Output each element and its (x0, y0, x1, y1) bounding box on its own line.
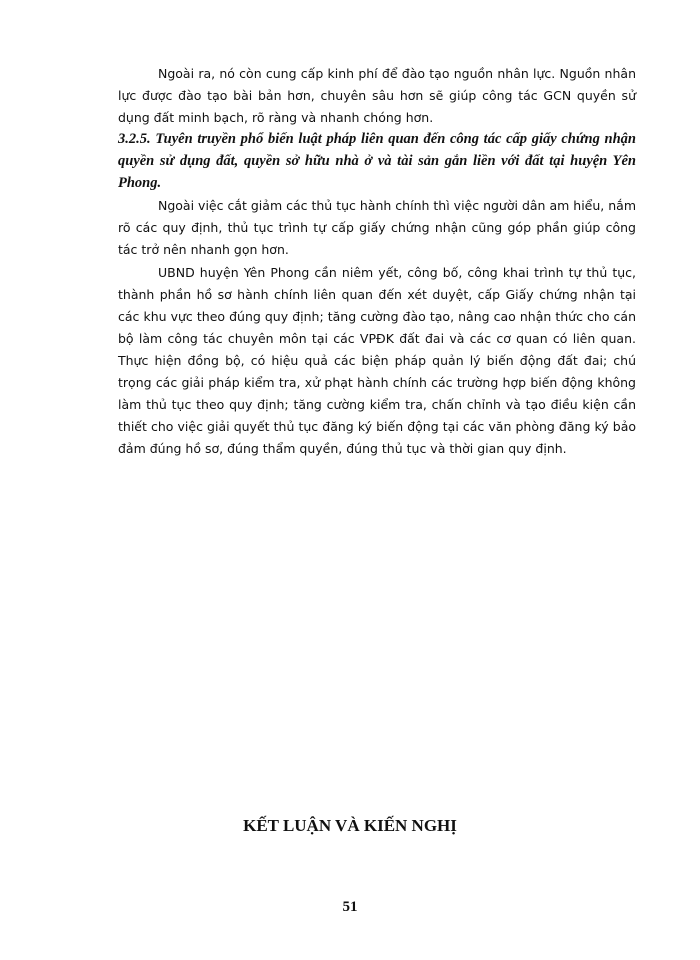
section-heading: 3.2.5. Tuyên truyền phổ biến luật pháp liên quan đến công tác cấp giấy chứng nhận quyền sử dụng đất, quyền sở hữu nhà ở và tài sản gắn liền với đất tại huyện Yên Phong. (118, 131, 636, 191)
paragraph-funding: Ngoài ra, nó còn cung cấp kinh phí để đào tạo nguồn nhân lực. Nguồn nhân lực được đào tạo bài bản hơn, chuyên sâu hơn sẽ giúp công tác GCN quyền sử dụng đất minh bạch, rõ ràng và nhanh chóng hơn. (118, 66, 636, 125)
conclusion-title: KẾT LUẬN VÀ KIẾN NGHỊ (243, 816, 457, 835)
paragraph-ubnd-measures: UBND huyện Yên Phong cần niêm yết, công bố, công khai trình tự thủ tục, thành phần hồ sơ hành chính liên quan đến xét duyệt, cấp Giấy chứng nhận tại các khu vực theo đúng quy định; tăng cường đào tạo, nâng cao nhận thức cho cán bộ làm công tác chuyên môn tại các VPĐK đất đai và các cơ quan có liên quan. Thực hiện đồng bộ, có hiệu quả các biện pháp quản lý biến động đất đai; chú trọng các giải pháp kiểm tra, xử phạt hành chính các trường hợp biến động không làm thủ tục theo quy định; tăng cường kiểm tra, chấn chỉnh và tạo điều kiện cần thiết cho việc giải quyết thủ tục đăng ký biến động tại các văn phòng đăng ký bảo đảm đúng hồ sơ, đúng thẩm quyền, đúng thủ tục và thời gian quy định. (118, 265, 636, 456)
page-number: 51 (342, 899, 358, 915)
paragraph-public-awareness: Ngoài việc cắt giảm các thủ tục hành chính thì việc người dân am hiểu, nắm rõ các quy định, thủ tục trình tự cấp giấy chứng nhận cũng góp phần giúp công tác trở nên nhanh gọn hơn. (118, 198, 636, 257)
